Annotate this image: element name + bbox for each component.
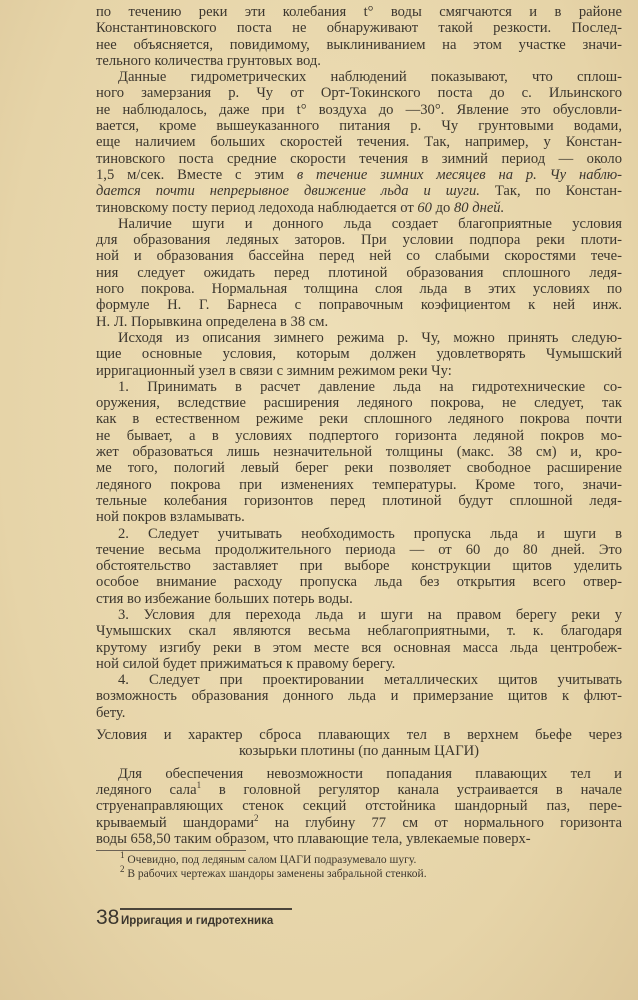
- section-heading: [96, 727, 622, 760]
- text-line: 3. Условия для перехода льда и шуги на правом берегу реки у: [118, 606, 622, 623]
- text-segment: 1,5 м/сек. Вместе с этим: [96, 166, 297, 183]
- text-segment: Для обеспечения невозможности попадания плавающих тел и: [118, 765, 622, 782]
- text-segment: на глубину 77 см от нормального горизонта: [258, 814, 622, 831]
- text-line: [96, 200, 622, 216]
- italic-text: 80 дней.: [453, 199, 505, 216]
- italic-text: в течение зимних месяцев на р. Чу наблю-: [296, 166, 623, 183]
- text-segment: Так, по Констан-: [479, 183, 622, 200]
- text-line: возможность образования донного льда и примерзание щитов к флют-: [96, 688, 622, 705]
- text-line: бету.: [96, 704, 126, 721]
- text-line: тельные колебания горизонтов перед плотиной будут сплошной ледя-: [96, 492, 622, 509]
- footnote: [96, 863, 622, 882]
- text-line: оружения, вследствие расширения ледяного покрова, не следует, так: [96, 395, 622, 412]
- text-line: Чумышских скал являются весьма неблагоприятными, т. к. благодаря: [96, 623, 622, 640]
- text-line: 1. Принимать в расчет давление льда на гидротехнические со-: [118, 378, 622, 395]
- footnote-mark: 2: [120, 863, 125, 874]
- text-line: Константиновского поста не обнаруживают такой резкости. Послед-: [96, 20, 622, 37]
- paragraph: [96, 607, 622, 672]
- text-line: ного покрова. Нормальная толщина слоя льда в этих условиях по: [96, 281, 622, 298]
- text-line: [96, 782, 622, 798]
- text-line: Н. Л. Порывкина определена в 38 см.: [96, 313, 329, 330]
- text-line: нее объясняется, повидимому, выклиниванием на этом участке значи-: [96, 36, 622, 53]
- text-line: щие основные условия, которым должен удовлетворять Чумышский: [96, 346, 622, 363]
- text-line: еще наличием больших скоростей течения. Так, например, у Констан-: [96, 134, 622, 151]
- paragraph: [96, 216, 622, 330]
- text-line: [96, 831, 622, 847]
- text-line: [96, 167, 622, 183]
- text-line: ной и образования бассейна перед ней со слабыми скоростями тече-: [96, 248, 622, 265]
- footnote-ref: 1: [196, 780, 202, 791]
- text-line: как в естественном режиме реки сплошного ледяного покрова почти: [96, 411, 622, 428]
- italic-text: дается почти непрерывное движение льда и шуги.: [96, 183, 480, 200]
- footnote-ref: 2: [254, 812, 259, 823]
- text-segment: воды 658,50 таким образом, что плавающие тела, увлекаемые поверх-: [96, 830, 531, 847]
- text-segment: тиновскому посту период ледохода наблюдается от: [96, 199, 418, 216]
- text-line: течение весьма продолжительного периода — от 60 до 80 дней. Это: [96, 541, 622, 558]
- text-line: стия во избежание больших потерь воды.: [96, 590, 353, 607]
- text-line: по течению реки эти колебания t° воды смягчаются и в районе: [96, 4, 622, 20]
- text-segment: крываемый шандорами: [96, 814, 255, 831]
- footnote-text: В рабочих чертежах шандоры заменены забральной стенкой.: [124, 867, 427, 880]
- text-line: 2. Следует учитывать необходимость пропуска льда и шуги в: [118, 525, 622, 542]
- text-line: ледяного покрова при изменениях температуры. Кроме того, значи-: [96, 476, 622, 493]
- text-line: жет образоваться лишь незначительной толщины (макс. 38 см) и, кро-: [96, 444, 622, 461]
- text-line: не бывает, а в условиях подпертого горизонта ледяной покров мо-: [96, 427, 622, 444]
- text-line: Данные гидрометрических наблюдений показывают, что сплош-: [118, 69, 622, 86]
- paragraph: [96, 672, 622, 721]
- text-line: не наблюдалось, даже при t° воздуха до —30°. Явление это обусловли-: [96, 101, 622, 118]
- text-line: обстоятельство заставляет при выборе конструкции щитов уделить: [96, 558, 622, 575]
- footnote: [96, 850, 622, 868]
- text-segment: ледяного сала: [96, 781, 197, 798]
- footnotes: [96, 850, 622, 881]
- paragraph: [96, 379, 622, 526]
- text-line: крутому изгибу реки в этом месте вся основная масса льда центробеж-: [96, 639, 622, 656]
- text-line: тиновского поста средние скорости течения в зимний период — около: [96, 150, 622, 167]
- footer-rule: [120, 908, 292, 910]
- heading-line: Условия и характер сброса плавающих тел в верхнем бьефе через: [96, 727, 622, 744]
- paragraph: [96, 766, 622, 847]
- footnote-mark: 1: [120, 850, 125, 861]
- heading-line: козырьки плотины (по данным ЦАГИ): [238, 743, 480, 760]
- text-line: вается, кроме вышеуказанного питания р. Чу грунтовыми водами,: [96, 118, 622, 135]
- text-line: тельного количества грунтовых вод.: [96, 52, 321, 69]
- text-line: 4. Следует при проектировании металлических щитов учитывать: [118, 672, 622, 689]
- paragraph: [96, 526, 622, 607]
- italic-text: 60: [417, 199, 432, 216]
- text-line: [96, 766, 622, 782]
- text-line: для образования ледяных заторов. При условии подпора реки плоти-: [96, 232, 622, 249]
- text-line: ме того, пологий левый берег реки позволяет свободное расширение: [96, 460, 622, 477]
- text-line: особое внимание расходу пропуска льда без открытия всего отвер-: [96, 574, 622, 591]
- text-line: ирригационный узел в связи с зимним режимом реки Чу:: [96, 362, 452, 379]
- text-line: Исходя из описания зимнего режима р. Чу, можно принять следую-: [118, 329, 622, 346]
- text-line: ной силой будет прижиматься к правому берегу.: [96, 655, 396, 672]
- text-segment: в головной регулятор канала устраивается в начале: [201, 781, 622, 798]
- text-line: ния следует ожидать перед плотиной образования сплошного ледя-: [96, 264, 622, 281]
- text-line: ной покров взламывать.: [96, 509, 245, 526]
- page-number: 38: [96, 906, 120, 929]
- paragraph: [96, 69, 622, 216]
- text-line: ного замерзания р. Чу от Орт-Токинского поста до с. Ильинского: [96, 85, 622, 102]
- text-segment: струенаправляющих стенок секций отстойника шандорный паз, пере-: [96, 798, 622, 815]
- footnote-text: Очевидно, под ледяным салом ЦАГИ подразумевало шугу.: [124, 854, 417, 866]
- text-line: [96, 812, 622, 831]
- running-title: Ирригация и гидротехника: [121, 915, 274, 927]
- paragraph: [96, 4, 622, 69]
- paragraph: [96, 330, 622, 379]
- text-line: [96, 798, 622, 814]
- body-text: [96, 4, 622, 847]
- text-segment: до: [431, 199, 454, 216]
- footnote-divider: [96, 850, 246, 851]
- text-line: [96, 183, 622, 199]
- text-line: Наличие шуги и донного льда создает благоприятные условия: [118, 215, 622, 232]
- text-line: формуле Н. Г. Барнеса с поправочным коэфициентом к ней инж.: [96, 297, 622, 314]
